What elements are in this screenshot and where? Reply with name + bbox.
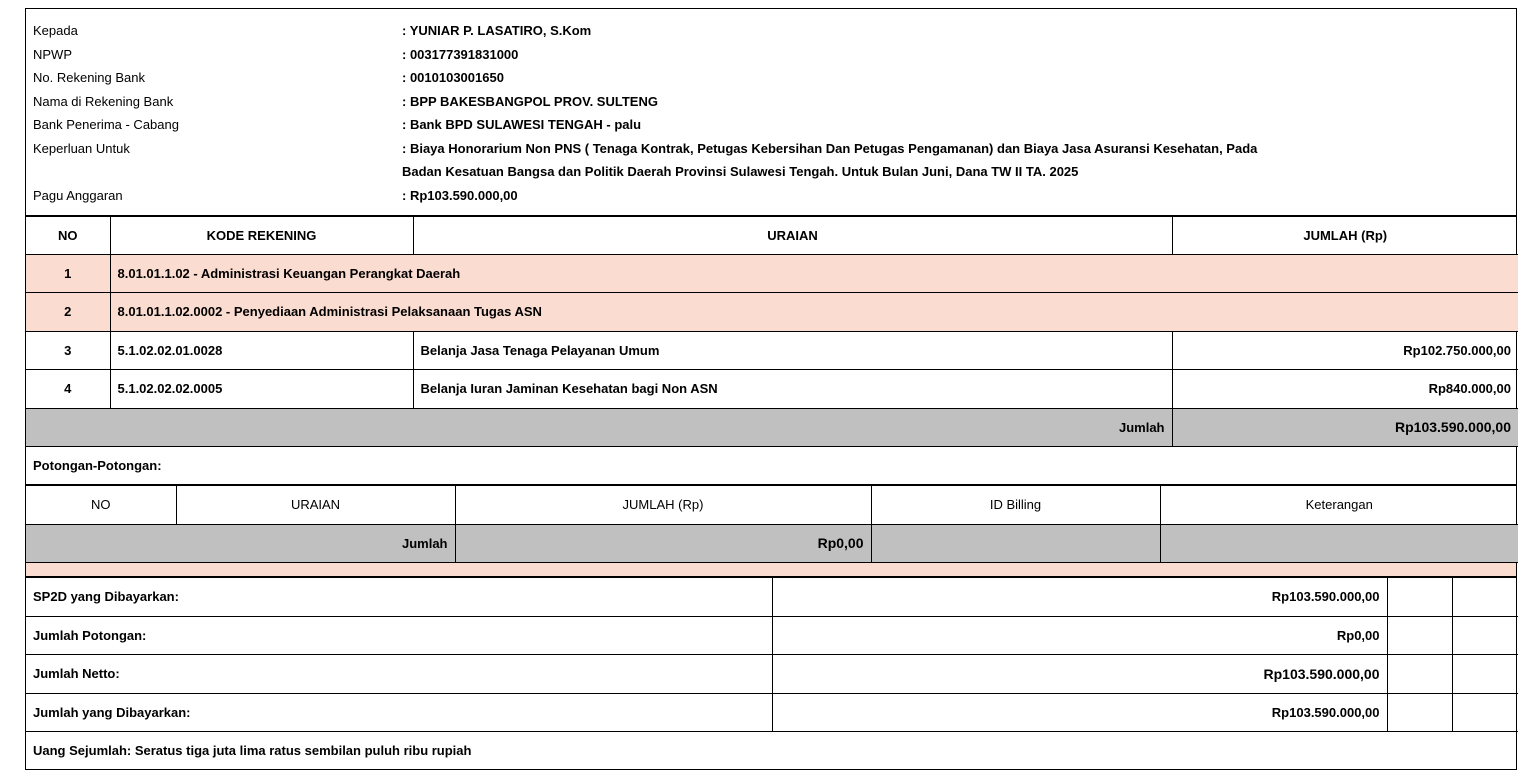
header-jumlah: JUMLAH (Rp) [1172, 217, 1518, 254]
pot-header-keterangan: Keterangan [1160, 486, 1518, 524]
row-jumlah: Rp102.750.000,00 [1172, 331, 1518, 370]
pot-total-value: Rp0,00 [455, 524, 871, 562]
table-row [26, 331, 1518, 370]
row-no: 3 [26, 331, 110, 370]
row-kode: 8.01.01.1.02.0002 - Penyediaan Administrasi Pelaksanaan Tugas ASN [110, 293, 1518, 332]
keperluan-line-2: Badan Kesatuan Bangsa dan Politik Daerah Provinsi Sulawesi Tengah. Untuk Bulan Juni, Dana TW II TA. 2025 [402, 164, 1079, 179]
info-label: Pagu Anggaran [33, 187, 123, 203]
info-label: NPWP [33, 46, 72, 62]
total-value: Rp103.590.000,00 [1172, 408, 1518, 447]
summary-blank [1387, 578, 1452, 617]
potongan-title: Potongan-Potongan: [26, 447, 1516, 486]
row-no: 2 [26, 293, 110, 332]
info-row-npwp [33, 43, 1509, 67]
pot-header-jumlah: JUMLAH (Rp) [455, 486, 871, 524]
sp2d-document [25, 8, 1517, 770]
row-kode: 8.01.01.1.02 - Administrasi Keuangan Perangkat Daerah [110, 254, 1518, 293]
info-value: : BPP BAKESBANGPOL PROV. SULTENG [402, 93, 658, 109]
header-kode-rekening: KODE REKENING [110, 217, 413, 254]
summary-row-netto [26, 655, 1518, 694]
row-kode: 5.1.02.02.01.0028 [110, 331, 413, 370]
summary-blank [1452, 578, 1518, 617]
pot-total-billing [871, 524, 1160, 562]
row-uraian: Belanja Jasa Tenaga Pelayanan Umum [413, 331, 1172, 370]
row-no: 1 [26, 254, 110, 293]
summary-blank [1452, 655, 1518, 694]
summary-value: Rp103.590.000,00 [772, 578, 1387, 617]
keperluan-line-1: : Biaya Honorarium Non PNS ( Tenaga Kontrak, Petugas Kebersihan Dan Petugas Pengamanan) dan Biaya Jasa Asuransi Kesehatan, Pada [402, 140, 1258, 156]
summary-table [26, 578, 1518, 733]
row-no: 4 [26, 370, 110, 409]
recipient-info [26, 9, 1516, 217]
summary-blank [1387, 655, 1452, 694]
info-row-bank [33, 113, 1509, 137]
info-row-nama-rekening [33, 90, 1509, 114]
summary-row-dibayarkan [26, 693, 1518, 732]
total-label: Jumlah [26, 408, 1172, 447]
info-label: Nama di Rekening Bank [33, 93, 174, 109]
total-row [26, 408, 1518, 447]
info-label: Kepada [33, 23, 78, 38]
info-value: : Rp103.590.000,00 [402, 187, 518, 203]
potongan-total-row [26, 524, 1518, 562]
row-jumlah: Rp840.000,00 [1172, 370, 1518, 409]
table-row [26, 370, 1518, 409]
summary-blank [1452, 693, 1518, 732]
info-row-kepada [33, 19, 1509, 43]
pot-header-billing: ID Billing [871, 486, 1160, 524]
info-row-keperluan [33, 137, 1509, 184]
info-row-pagu [33, 184, 1509, 208]
summary-row-potongan [26, 616, 1518, 655]
table-header-row [26, 217, 1518, 254]
row-kode: 5.1.02.02.02.0005 [110, 370, 413, 409]
info-row-rekening [33, 66, 1509, 90]
amount-in-words: Uang Sejumlah: Seratus tiga juta lima ratus sembilan puluh ribu rupiah [26, 732, 1516, 770]
summary-blank [1387, 616, 1452, 655]
pot-header-uraian: URAIAN [176, 486, 455, 524]
summary-label: Jumlah Potongan: [26, 616, 772, 655]
info-label: Keperluan Untuk [33, 140, 130, 156]
summary-value: Rp103.590.000,00 [772, 693, 1387, 732]
summary-label: SP2D yang Dibayarkan: [26, 578, 772, 617]
pot-total-keterangan [1160, 524, 1518, 562]
summary-blank [1452, 616, 1518, 655]
potongan-header-row [26, 486, 1518, 524]
summary-value: Rp0,00 [772, 616, 1387, 655]
table-row [26, 293, 1518, 332]
info-value: : 003177391831000 [402, 46, 519, 62]
summary-label: Jumlah yang Dibayarkan: [26, 693, 772, 732]
info-value [402, 137, 1509, 184]
info-label: Bank Penerima - Cabang [33, 117, 179, 132]
pot-total-label: Jumlah [26, 524, 455, 562]
divider-strip [26, 563, 1516, 578]
summary-row-sp2d [26, 578, 1518, 617]
rekening-table [26, 217, 1518, 447]
header-uraian: URAIAN [413, 217, 1172, 254]
header-no: NO [26, 217, 110, 254]
summary-label: Jumlah Netto: [26, 655, 772, 694]
info-label: No. Rekening Bank [33, 70, 146, 85]
info-value: : 0010103001650 [402, 70, 504, 85]
row-uraian: Belanja Iuran Jaminan Kesehatan bagi Non ASN [413, 370, 1172, 409]
summary-value: Rp103.590.000,00 [772, 655, 1387, 694]
info-value: : YUNIAR P. LASATIRO, S.Kom [402, 23, 592, 38]
pot-header-no: NO [26, 486, 176, 524]
potongan-table [26, 486, 1518, 563]
table-row [26, 254, 1518, 293]
summary-blank [1387, 693, 1452, 732]
info-value: : Bank BPD SULAWESI TENGAH - palu [402, 117, 642, 132]
